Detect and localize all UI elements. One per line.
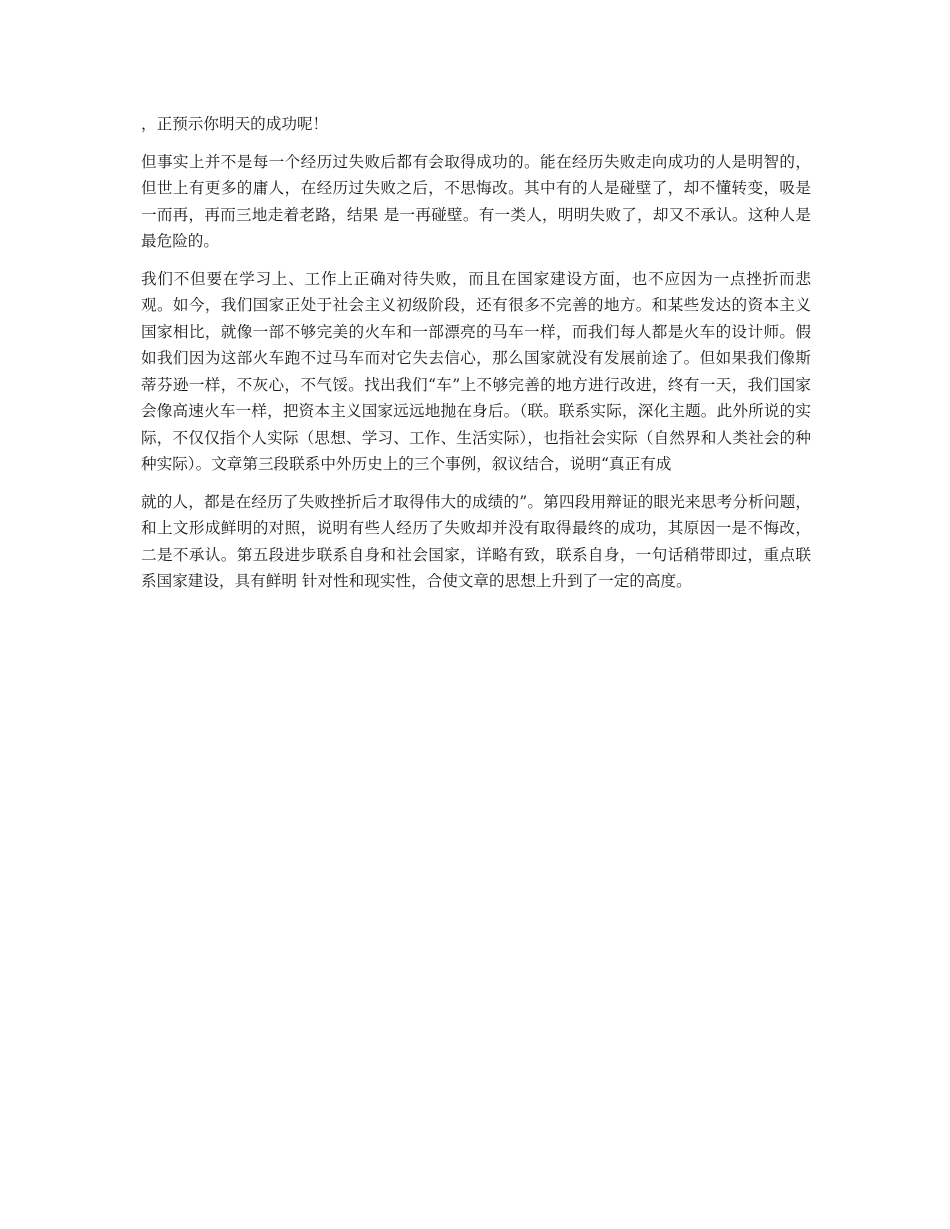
paragraph-3: 我们不但要在学习上、工作上正确对待失败，而且在国家建设方面，也不应因为一点挫折而悲观。如今，我们国家正处于社会主义初级阶段，还有很多不完善的地方。和某些发达的资本主义国家相比，就像一部不够完美的火车和一部漂亮的马车一样，而我们每人都是火车的设计师。假如我们因为这部火车跑不过马车而对它失去信心，那么国家就没有发展前途了。但如果我们像斯蒂芬逊一样，不灰心，不气馁。找出我们“车”上不够完善的地方进行改进，终有一天，我们国家会像高速火车一样，把资本主义国家远远地抛在身后。（联。联系实际，深化主题。此外所说的实际，不仅仅指个人实际（思想、学习、工作、生活实际），也指社会实际（自然界和人类社会的种种实际）。文章第三段联系中外历史上的三个事例，叙议结合，说明“真正有成 — [141, 269, 811, 473]
paragraph-2: 但事实上并不是每一个经历过失败后都有会取得成功的。能在经历失败走向成功的人是明智的，但世上有更多的庸人，在经历过失败之后，不思悔改。其中有的人是碰壁了，却不懂转变，吸是一而再，再而三地走着老路，结果 是一再碰壁。有一类人，明明失败了，却又不承认。这种人是最危险的。 — [141, 152, 811, 250]
paragraph-4: 就的人，都是在经历了失败挫折后才取得伟大的成绩的”。第四段用辩证的眼光来思考分析问题，和上文形成鲜明的对照，说明有些人经历了失败却并没有取得最终的成功，其原因一是不悔改，二是不承认。第五段进步联系自身和社会国家，详略有致，联系自身，一句话稍带即过，重点联系国家建设，具有鲜明 针对性和现实性，合使文章的思想上升到了一定的高度。 — [141, 492, 811, 590]
document-body — [141, 111, 811, 595]
paragraph-1: ，正预示你明天的成功呢！ — [141, 115, 329, 133]
